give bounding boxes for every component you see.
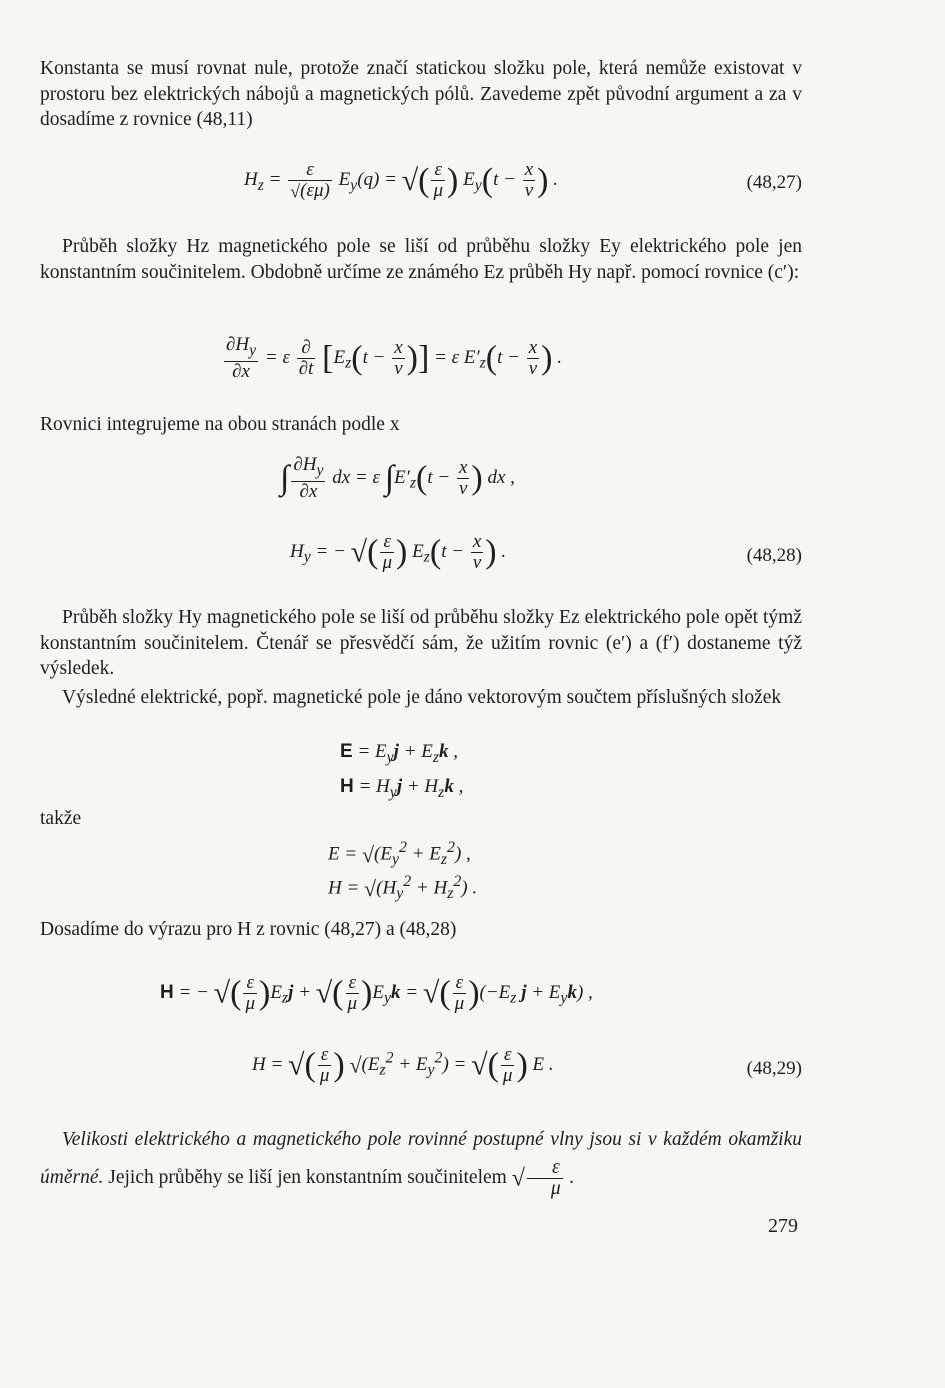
equation-number-48-27: (48,27)	[746, 172, 802, 193]
equation-e-magnitude: $E = √(E_y^2 + E_z^2)$ ,	[328, 839, 471, 869]
equation-h-magnitude: $H = √(H_y^2 + H_z^2)$ .	[328, 873, 478, 903]
paragraph-takze: takže	[40, 808, 82, 829]
page-number: 279	[768, 1215, 798, 1237]
paragraph-hy-description: Průběh složky Hy magnetického pole se liší od průběhu složky Ez elektrického pole opět týmž konstantním součinitelem. Čtenář se přesvědčí sám, že užitím rovnic (e′) a (f′) dostaneme týž výsledek.	[40, 607, 802, 679]
paragraph-substitute: Dosadíme do výrazu pro H z rovnic (48,27) a (48,28)	[40, 919, 457, 940]
equation-number-48-28: (48,28)	[746, 545, 802, 566]
equation-integral: ∫ $\frac{\partial H_y}{\partial x}$ dx = ε $\int E'_z(t$ − $\frac{x}{v}$ ) dx ,	[280, 454, 515, 502]
equation-h-vector-full: H = − √( $\frac{\varepsilon}{\mu}$ )$E_zj$ + √( $\frac{\varepsilon}{\mu}$ )$E_yk$ = √( $\frac{\varepsilon}{\mu}$ )($-E_z$ $j + E_yk$) ,	[160, 972, 593, 1014]
paragraph-hz-description: Průběh složky Hz magnetického pole se liší od průběhu složky Ey elektrického pole jen konstantním součinitelem. Obdobně určíme ze známého Ez průběh Hy např. pomocí rovnice (c′):	[40, 236, 802, 283]
equation-dhy-dx: $\frac{\partial H_y}{\partial x}$ = ε $\frac{\partial}{\partial t}$ [$E_z(t$ − $\frac{x}{v}$ )] = ε $E'_z(t$ − $\frac{x}{v}$ ) .	[226, 334, 562, 382]
equation-number-48-29: (48,29)	[746, 1058, 802, 1079]
equation-e-vector: $E = E_yj + E_zk$ ,	[340, 741, 459, 766]
paragraph-vector-sum: Výsledné elektrické, popř. magnetické pole je dáno vektorovým součtem příslušných složek	[62, 687, 782, 708]
equation-hy: $H_y$ = − √( $\frac{\varepsilon}{\mu}$ ) $E_z(t$ − $\frac{x}{v}$ ) .	[290, 531, 507, 573]
conclusion-italic: Velikosti elektrického a magnetického pole rovinné postupné vlny jsou si v každém okamžiku úměrné.	[40, 1129, 802, 1188]
equation-h-vector: $H = H_yj + H_zk$ ,	[340, 776, 464, 801]
paragraph-intro: Konstanta se musí rovnat nule, protože značí statickou složku pole, která nemůže existovat v prostoru bez elektrických nábojů a magnetických pólů. Zavedeme zpět původní argument a za v dosadíme z rovnice (48,11)	[40, 58, 802, 130]
paragraph-integrate: Rovnici integrujeme na obou stranách podle x	[40, 414, 400, 435]
conclusion-rest: Jejich průběhy se liší jen konstantním součinitelem	[108, 1166, 507, 1188]
paragraph-conclusion	[40, 1122, 802, 1199]
conclusion-sqrt-factor: √ $\frac{\varepsilon}{\mu}$ .	[511, 1157, 575, 1199]
equation-hz: $H_z$ = $\frac{\varepsilon}{√(\varepsilon\mu)}$ $E_y(q)$ = √( $\frac{\varepsilon}{\mu}$ ) $E_y(t$ − $\frac{x}{v}$ ) .	[244, 159, 558, 202]
equation-h-magnitude-final: H = √( $\frac{\varepsilon}{\mu}$ ) $√(E_z^2 + E_y^2)$ = √( $\frac{\varepsilon}{\mu}$ ) E .	[252, 1044, 554, 1086]
